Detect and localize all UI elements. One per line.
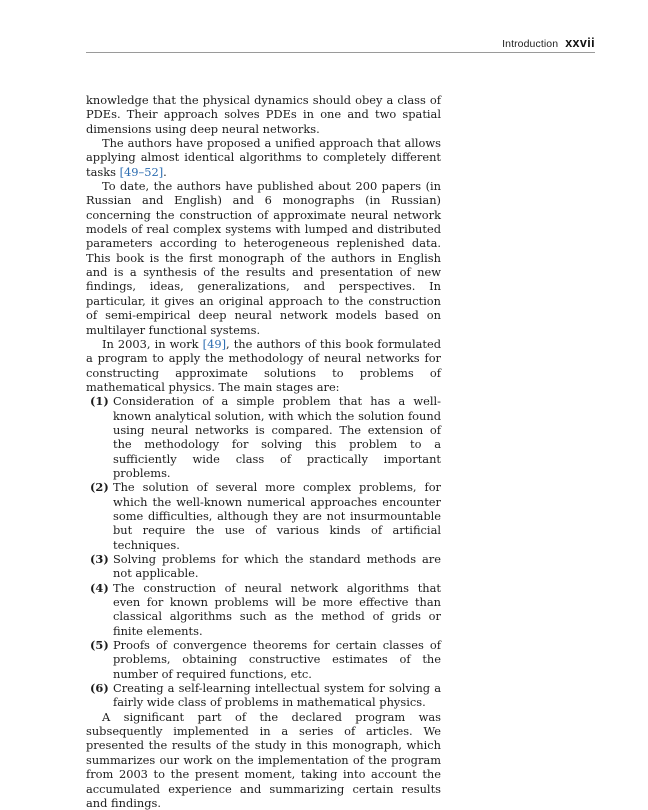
list-item-text: Creating a self-learning intellectual system for solving a fairly wide class of problems in mathematical physics. [113, 681, 441, 710]
list-item [86, 638, 441, 681]
citation-link[interactable]: [49] [202, 336, 227, 351]
list-number: (2) [90, 480, 109, 495]
paragraph-2-text: The authors have proposed a unified approach that allows applying almost identical algorithms to completely different tasks [86, 136, 441, 179]
list-item [86, 681, 441, 710]
list-item [86, 581, 441, 638]
list-number: (3) [90, 552, 109, 566]
paragraph-4-start: In 2003, in work [102, 336, 203, 351]
body-text [86, 93, 441, 810]
paragraph-4-end: , the authors of this book formulated a program to apply the methodology of neural networks for constructing approximate solutions to problems of mathematical physics. The main stages are: [86, 336, 441, 394]
list-item [86, 394, 441, 480]
page-number: xxvii [565, 36, 595, 50]
section-title: Introduction [502, 38, 559, 50]
citation-link[interactable]: [49–52] [119, 164, 164, 179]
paragraph-3: To date, the authors have published about 200 papers (in Russian and English) and 6 monographs (in Russian) concerning the construction of approximate neural network models of real complex systems with lumped and distributed parameters according to heterogeneous replenished data. This book is the first monograph of the authors in English and is a synthesis of the results and presentation of new findings, ideas, generalizations, and perspectives. In particular, it gives an original approach to the construction of semi-empirical deep neural network models based on multilayer functional systems. [86, 179, 441, 337]
list-item [86, 552, 441, 581]
list-number: (1) [90, 394, 109, 409]
list-number: (6) [90, 681, 109, 696]
paragraph-2 [86, 136, 441, 179]
list-item [86, 480, 441, 552]
paragraph-4 [86, 337, 441, 394]
list-number: (5) [90, 638, 109, 653]
paragraph-5: A significant part of the declared program was subsequently implemented in a series of articles. We presented the results of the study in this monograph, which summarizes our work on the implementation of the program from 2003 to the present moment, taking into account the accumulated experience and summarizing certain results and findings. [86, 709, 441, 810]
paragraph-1: knowledge that the physical dynamics should obey a class of PDEs. Their approach solves PDEs in one and two spatial dimensions using deep neural networks. [86, 93, 441, 136]
list-number: (4) [90, 580, 109, 595]
running-head [86, 34, 595, 53]
list-item-text: The solution of several more complex problems, for which the well-known numerical approaches encounter some difficulties, although they are not insurmountable but require the use of various kinds of artificial techniques. [113, 480, 441, 552]
list-item-text: The construction of neural network algorithms that even for known problems will be more effective than classical algorithms such as the method of grids or finite elements. [113, 580, 441, 638]
list-item-text: Consideration of a simple problem that has a well-known analytical solution, with which the solution found using neural networks is compared. The extension of the methodology for solving this problem to a sufficiently wide class of practically important problems. [113, 394, 441, 480]
stages-list [86, 394, 441, 710]
list-item-text: Solving problems for which the standard methods are not applicable. [113, 552, 441, 581]
list-item-text: Proofs of convergence theorems for certain classes of problems, obtaining constructive estimates of the number of required functions, etc. [113, 638, 441, 681]
paragraph-2-end: . [163, 164, 167, 179]
